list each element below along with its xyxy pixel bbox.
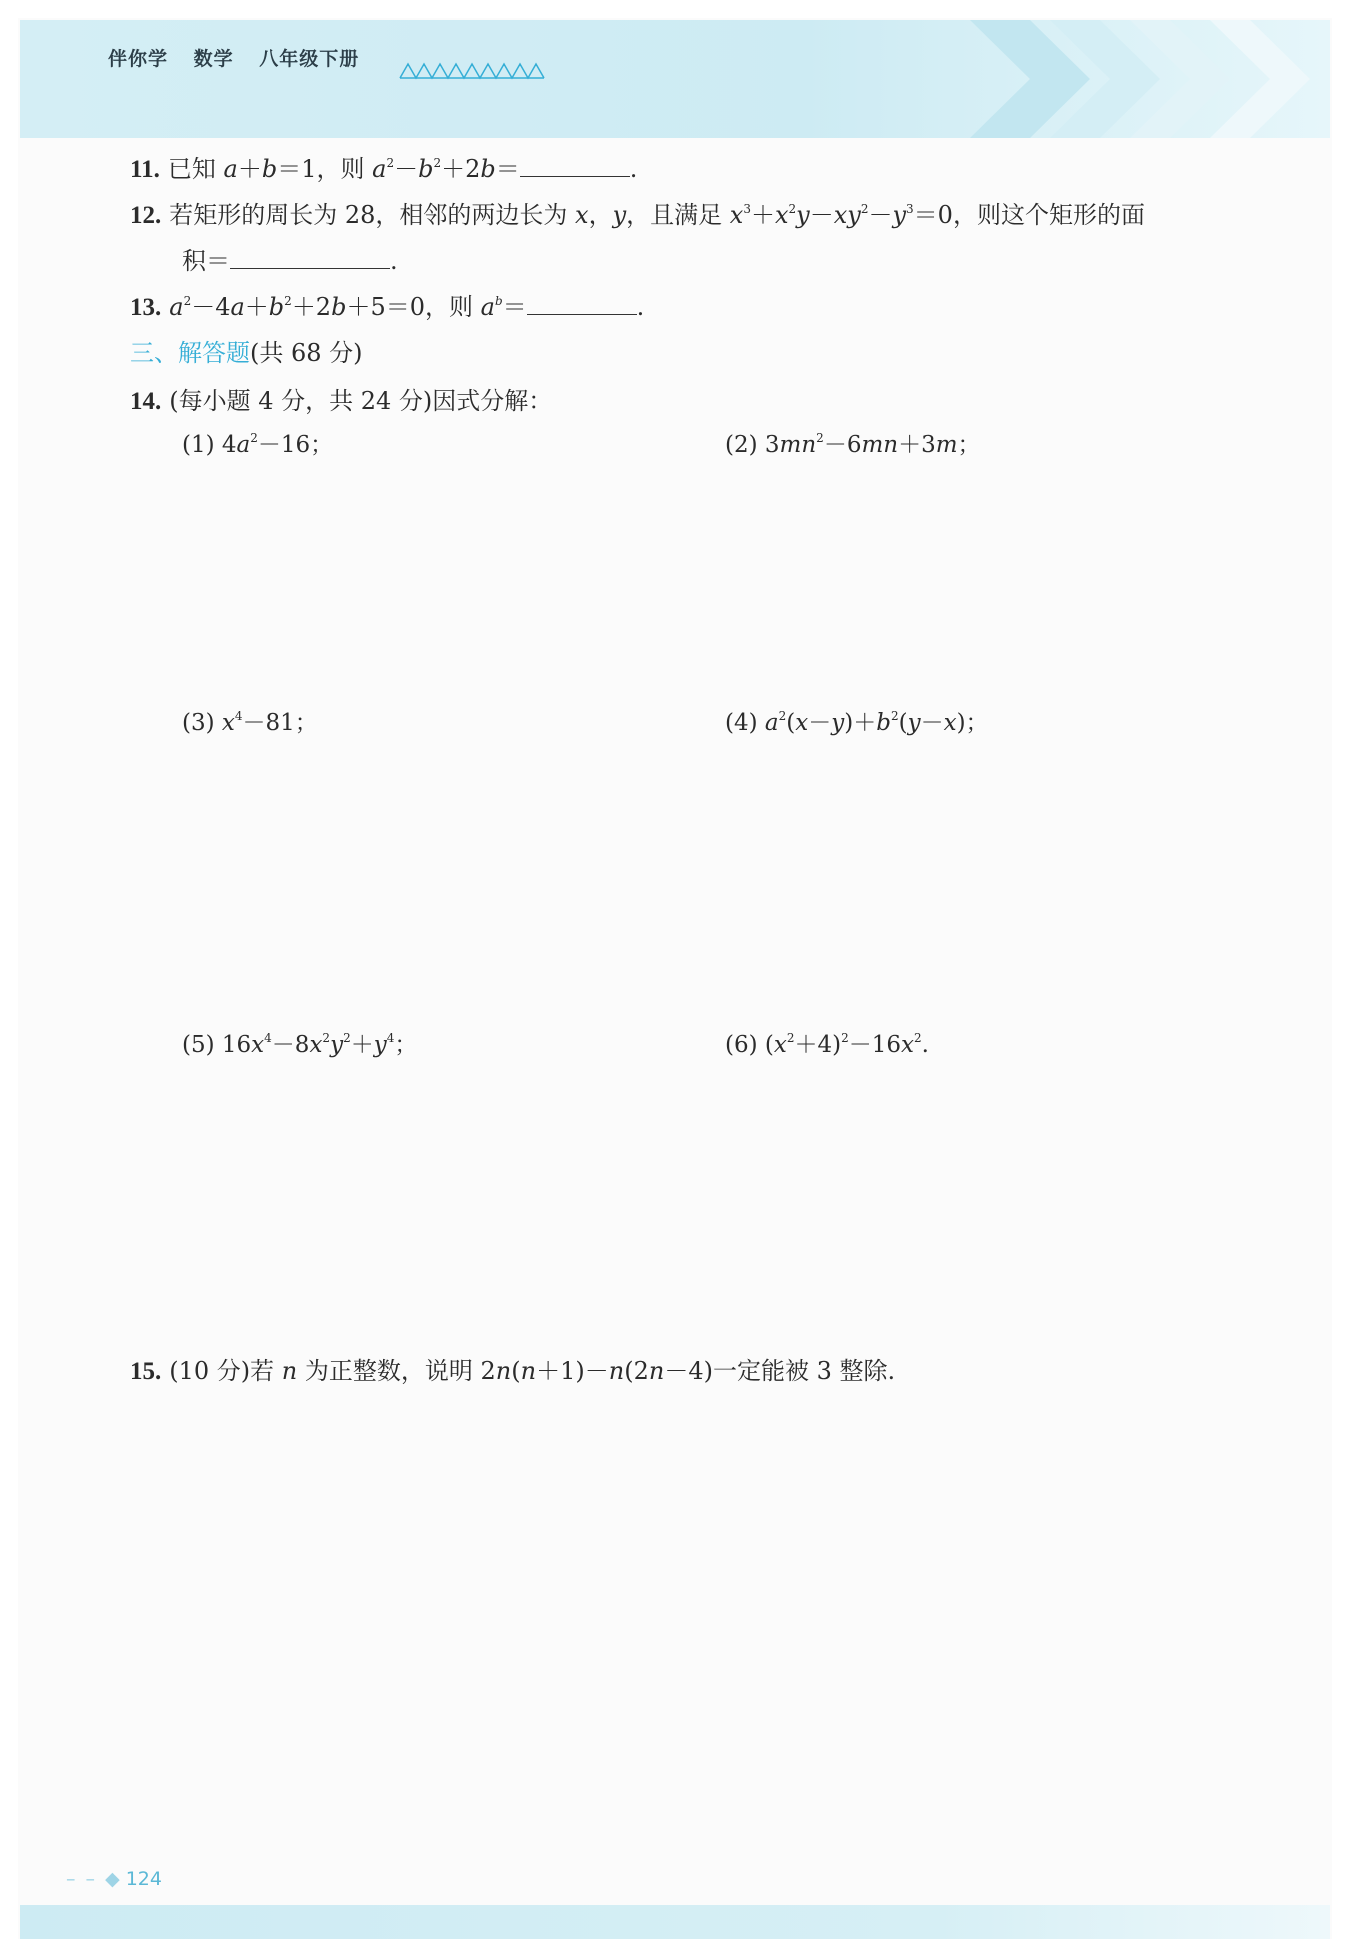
footer-band xyxy=(20,1905,1330,1939)
subject-name: 数学 xyxy=(193,48,234,70)
question-13: 13. $a^2-4a+b^2+2b+5=0$，则 $a^b=$ . xyxy=(130,293,645,321)
answer-blank[interactable] xyxy=(527,292,637,315)
question-number: 13. xyxy=(130,294,162,321)
question-14: 14. (每小题 4 分，共 24 分)因式分解： xyxy=(130,387,553,415)
answer-blank[interactable] xyxy=(520,154,630,177)
question-14-part-2: (2) $3mn^2-6mn+3m$； xyxy=(725,431,981,458)
triangle-pattern-icon xyxy=(398,58,548,82)
question-number: 11. xyxy=(130,156,160,183)
question-number: 12. xyxy=(130,202,162,229)
question-14-part-1: (1) $4a^2-16$； xyxy=(182,431,334,458)
question-14-part-5: (5) $16x^4-8x^2y^2+y^4$； xyxy=(182,1031,418,1058)
question-14-part-4: (4) $a^2(x-y)+b^2(y-x)$； xyxy=(725,709,989,736)
question-14-part-6: (6) $(x^2+4)^2-16x^2$. xyxy=(725,1031,929,1058)
question-11: 11. 已知 a＋b＝1，则 $a^2-b^2+2b=$ . xyxy=(130,155,638,183)
question-number: 14. xyxy=(130,388,162,415)
header-band xyxy=(20,20,1330,138)
question-number: 15. xyxy=(130,1358,162,1385)
question-12: 12. 若矩形的周长为 28，相邻的两边长为 x，y，且满足 $x^3+x^2y-xy^2-y^3=0$，则这个矩形的面 xyxy=(130,201,1145,229)
question-15: 15. (10 分)若 n 为正整数，说明 2n(n＋1)－n(2n－4)一定能被 3 整除. xyxy=(130,1357,896,1385)
header-title xyxy=(108,44,377,71)
chevron-decoration-icon xyxy=(970,20,1330,138)
book-name: 伴你学 xyxy=(108,48,169,70)
arrow-dots-icon: – – ◆ xyxy=(66,1868,122,1890)
question-14-part-3: (3) $x^4-81$； xyxy=(182,709,318,736)
section-title: 三、解答题(共 68 分) xyxy=(130,339,363,367)
grade-name: 八年级下册 xyxy=(259,48,360,70)
question-12-line2: 积＝ . xyxy=(182,247,398,275)
answer-blank[interactable] xyxy=(230,246,390,269)
page-number: – – ◆ 124 xyxy=(66,1868,162,1890)
